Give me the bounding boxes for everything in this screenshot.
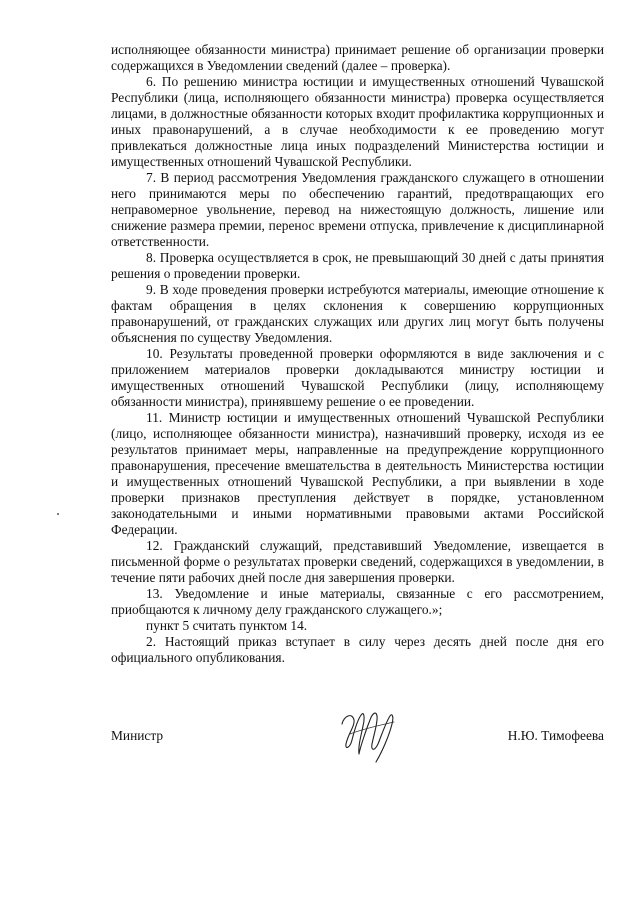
paragraph-item-13: 13. Уведомление и иные материалы, связанные с его рассмотрением, приобщаются к личному делу гражданского служащего.»; <box>111 586 604 617</box>
paragraph-item-8: 8. Проверка осуществляется в срок, не превышающий 30 дней с даты принятия решения о проведении проверки. <box>111 250 604 281</box>
scan-speck <box>57 513 59 515</box>
signer-title: Министр <box>111 728 164 743</box>
paragraph-item-12: 12. Гражданский служащий, представивший Уведомление, извещается в письменной форме о результатах проверки сведений, содержащихся в уведомлении, в течение пяти рабочих дней после дня завершения проверки. <box>111 538 604 585</box>
paragraph-item-11: 11. Министр юстиции и имущественных отношений Чувашской Республики (лицо, исполняющее обязанности министра), назначивший проверку, исходя из ее результатов принимает меры, направленные на предупреждение коррупционного правонарушения, пресечение вмешательства в деятельность Министерства юстиции и имущественных отношений Чувашской Республики, а при выявлении в ходе проверки признаков преступления действует в порядке, установленном законодательными и иными нормативными правовыми актами Российской Федерации. <box>111 410 604 537</box>
paragraph-item-2-effective-date: 2. Настоящий приказ вступает в силу через десять дней после дня его официального опубликования. <box>111 634 604 665</box>
paragraph-item-9: 9. В ходе проведения проверки истребуются материалы, имеющие отношение к фактам обращения в целях склонения к совершению коррупционных правонарушений, от гражданских служащих или других лиц могут быть получены объяснения по существу Уведомления. <box>111 282 604 345</box>
signature-block <box>111 722 604 762</box>
paragraph-renumber-note: пункт 5 считать пунктом 14. <box>146 618 308 633</box>
signer-name: Н.Ю. Тимофеева <box>507 728 604 743</box>
paragraph-item-6: 6. По решению министра юстиции и имущественных отношений Чувашской Республики (лица, исполняющего обязанности министра) проверка осуществляется лицами, в должностные обязанности которых входит профилактика коррупционных и иных правонарушений, а в случае необходимости к ее проведению могут привлекаться должностные лица иных подразделений Министерства юстиции и имущественных отношений Чувашской Республики. <box>111 74 604 169</box>
paragraph-continuation: исполняющее обязанности министра) принимает решение об организации проверки содержащихся в Уведомлении сведений (далее – проверка). <box>111 42 604 73</box>
paragraph-item-7: 7. В период рассмотрения Уведомления гражданского служащего в отношении него принимаются меры по обеспечению гарантий, предотвращающих его неправомерное увольнение, перевод на нижестоящую должность, лишение или снижение размера премии, перенос времени отпуска, привлечение к дисциплинарной ответственности. <box>111 170 604 249</box>
handwritten-signature-icon <box>332 704 402 768</box>
document-body <box>111 42 604 666</box>
paragraph-item-10: 10. Результаты проведенной проверки оформляются в виде заключения и с приложением материалов проверки докладываются министру юстиции и имущественных отношений Чувашской Республики (лицу, исполняющему обязанности министра), принявшему решение о ее проведении. <box>111 346 604 409</box>
